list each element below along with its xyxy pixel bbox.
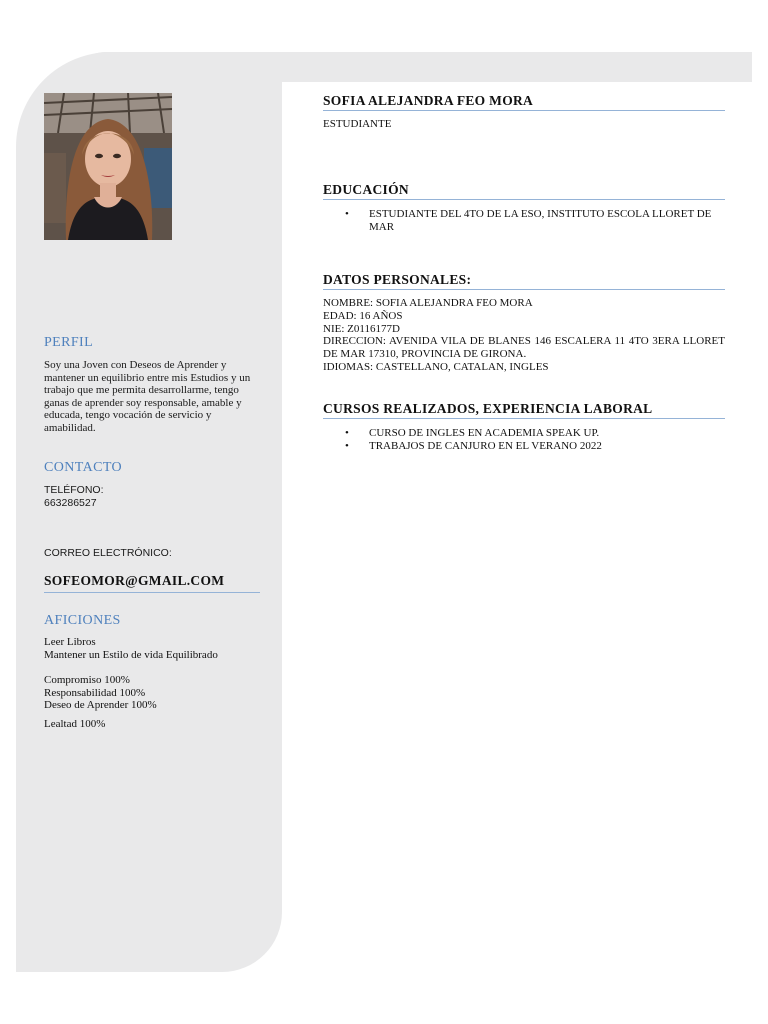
course-item: TRABAJOS DE CANJURO EN EL VERANO 2022: [369, 439, 602, 452]
phone-number[interactable]: 663286527: [44, 497, 97, 509]
profile-photo: [44, 93, 172, 240]
email-label: CORREO ELECTRÓNICO:: [44, 547, 172, 559]
bullet-icon: •: [345, 439, 349, 452]
profile-text: Soy una Joven con Deseos de Aprender y mantener un equilibrio entre mis Estudios y un trabajo que me permita desarrollarme, tengo ganas de aprender soy responsable, amable y educada, tengo vocación de servicio y amabilidad.: [44, 359, 251, 434]
personal-heading: DATOS PERSONALES:: [323, 272, 725, 290]
education-heading: EDUCACIÓN: [323, 182, 725, 200]
hobby-item: Leer Libros: [44, 636, 96, 648]
quality-item: Responsabilidad 100%: [44, 687, 146, 699]
course-item: CURSO DE INGLES EN ACADEMIA SPEAK UP.: [369, 427, 600, 439]
list-item: [323, 427, 725, 440]
list-item: [323, 440, 725, 453]
education-item: ESTUDIANTE DEL 4TO DE LA ESO, INSTITUTO ESCOLA LLORET DE MAR: [369, 208, 712, 233]
profile-heading: PERFIL: [44, 335, 94, 350]
personal-name: NOMBRE: SOFIA ALEJANDRA FEO MORA: [323, 297, 533, 309]
bullet-icon: •: [345, 427, 349, 439]
personal-address: DIRECCION: AVENIDA VILA DE BLANES 146 ESCALERA 11 4TO 3ERA LLORET DE MAR 17310, PROVINCIA DE GIRONA.: [323, 335, 725, 360]
quality-item: Deseo de Aprender 100%: [44, 699, 157, 711]
hobby-item: Mantener un Estilo de vida Equilibrado: [44, 649, 218, 661]
personal-nie: NIE: Z0116177D: [323, 323, 400, 335]
candidate-name: SOFIA ALEJANDRA FEO MORA: [323, 93, 725, 111]
personal-languages: IDIOMAS: CASTELLANO, CATALAN, INGLES: [323, 361, 549, 373]
email-address[interactable]: SOFEOMOR@GMAIL.COM: [44, 573, 260, 593]
quality-item: Lealtad 100%: [44, 718, 106, 730]
personal-age: EDAD: 16 AÑOS: [323, 310, 403, 322]
education-list: [323, 208, 725, 234]
bullet-icon: •: [345, 208, 349, 220]
candidate-role: ESTUDIANTE: [323, 118, 392, 130]
courses-list: [323, 427, 725, 453]
phone-label: TELÉFONO:: [44, 484, 104, 496]
list-item: [323, 208, 725, 234]
contact-heading: CONTACTO: [44, 460, 123, 475]
quality-item: Compromiso 100%: [44, 674, 130, 686]
courses-heading: CURSOS REALIZADOS, EXPERIENCIA LABORAL: [323, 401, 725, 419]
hobbies-heading: AFICIONES: [44, 613, 121, 628]
